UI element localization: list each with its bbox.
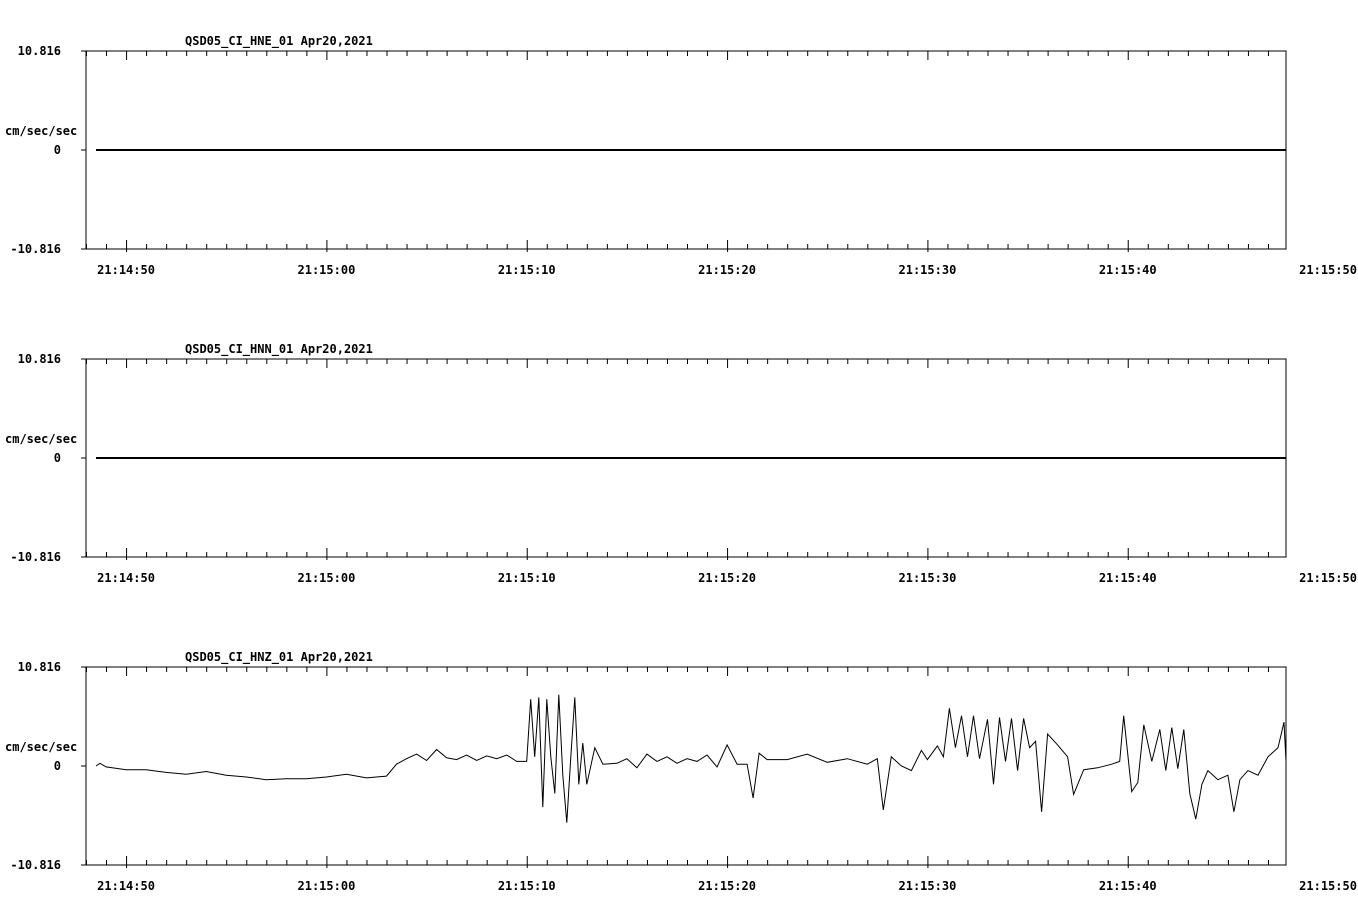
xtick-label: 21:14:50 — [97, 263, 155, 277]
xtick-label: 21:15:10 — [497, 263, 556, 277]
ytick-label-max: 10.816 — [17, 352, 61, 366]
xtick-label: 21:15:40 — [1098, 263, 1157, 277]
xtick-label: 21:15:50 — [1299, 263, 1357, 277]
y-axis-label: cm/sec/sec — [5, 432, 78, 446]
chart-panel — [5, 342, 1358, 585]
xtick-label: 21:15:40 — [1098, 571, 1157, 585]
xtick-label: 21:15:50 — [1299, 571, 1357, 585]
ytick-label-min: -10.816 — [10, 242, 61, 256]
xtick-label: 21:14:50 — [97, 571, 155, 585]
xtick-label: 21:14:50 — [97, 879, 155, 893]
chart-panel — [5, 650, 1358, 893]
chart-title: QSD05_CI_HNZ_01 Apr20,2021 — [185, 650, 373, 664]
chart-title: QSD05_CI_HNE_01 Apr20,2021 — [185, 34, 373, 48]
xtick-label: 21:15:40 — [1098, 879, 1157, 893]
ytick-label-zero: 0 — [53, 143, 61, 157]
xtick-label: 21:15:00 — [297, 879, 356, 893]
chart-panel — [5, 34, 1358, 277]
ytick-label-zero: 0 — [53, 451, 61, 465]
ytick-label-min: -10.816 — [10, 550, 61, 564]
y-axis-label: cm/sec/sec — [5, 124, 78, 138]
xtick-label: 21:15:00 — [297, 571, 356, 585]
xtick-label: 21:15:20 — [698, 571, 756, 585]
xtick-label: 21:15:30 — [898, 879, 957, 893]
xtick-label: 21:15:20 — [698, 879, 756, 893]
series-line — [96, 695, 1286, 823]
xtick-label: 21:15:50 — [1299, 879, 1357, 893]
ytick-label-max: 10.816 — [17, 660, 61, 674]
y-axis-label: cm/sec/sec — [5, 740, 78, 754]
xtick-label: 21:15:10 — [497, 879, 556, 893]
xtick-label: 21:15:20 — [698, 263, 756, 277]
xtick-label: 21:15:30 — [898, 263, 957, 277]
ytick-label-min: -10.816 — [10, 858, 61, 872]
ytick-label-max: 10.816 — [17, 44, 61, 58]
xtick-label: 21:15:30 — [898, 571, 957, 585]
ytick-label-zero: 0 — [53, 759, 61, 773]
chart-title: QSD05_CI_HNN_01 Apr20,2021 — [185, 342, 373, 356]
xtick-label: 21:15:00 — [297, 263, 356, 277]
xtick-label: 21:15:10 — [497, 571, 556, 585]
